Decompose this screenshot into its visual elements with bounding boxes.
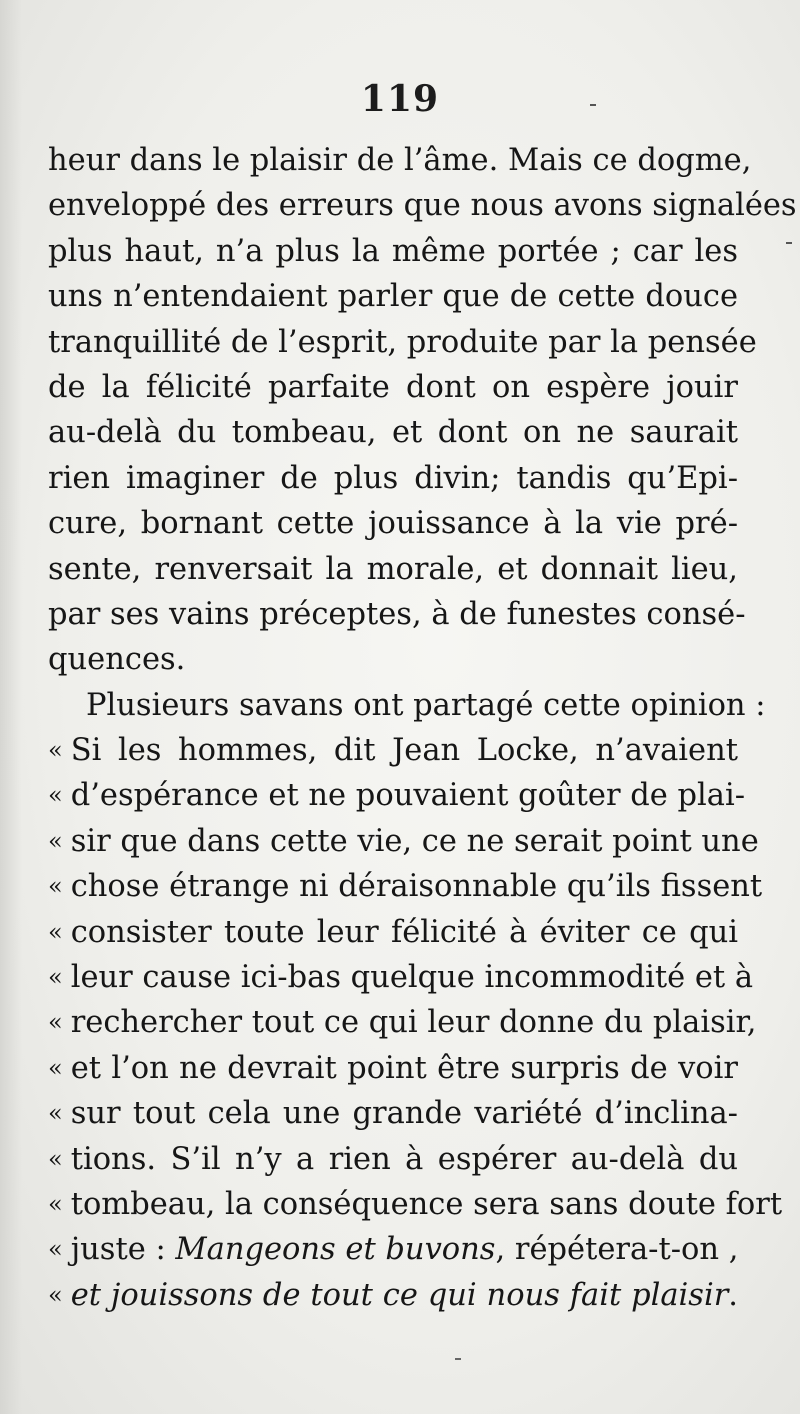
line-text: et l’on ne devrait point être surpris de voir: [70, 1050, 738, 1086]
text-line: [48, 138, 752, 183]
quote-mark: «: [48, 917, 63, 946]
italic-text: et jouissons de tout ce qui nous fait plaisir: [70, 1277, 729, 1313]
text-line: [48, 1137, 738, 1182]
line-text: plus haut, n’a plus la même portée ; car les: [48, 233, 738, 269]
print-speck: [786, 242, 792, 244]
line-text: chose étrange ni déraisonnable qu’ils fissent: [70, 869, 763, 905]
text-line: [48, 955, 754, 1000]
text-line: [48, 501, 738, 546]
line-text: par ses vains préceptes, à de funestes consé-: [48, 596, 746, 632]
line-text: sur tout cela une grande variété d’inclina-: [70, 1096, 738, 1132]
print-speck: [590, 104, 596, 106]
text-line: [48, 910, 738, 955]
text-line: [48, 1273, 738, 1318]
body-text: [48, 138, 797, 1318]
text-line: [48, 547, 738, 592]
line-text: d’espérance et ne pouvaient goûter de plai-: [70, 778, 746, 814]
line-text: consister toute leur félicité à éviter ce qui: [70, 914, 738, 950]
text-line: [48, 1000, 757, 1045]
page-gutter-shadow: [0, 0, 22, 1414]
text-line: [48, 773, 746, 818]
line-text: tranquillité de l’esprit, produite par la pensée: [48, 324, 757, 360]
text-line: [48, 183, 797, 228]
line-text: uns n’entendaient parler que de cette douce: [48, 279, 738, 315]
line-text: enveloppé des erreurs que nous avons signalées: [48, 188, 797, 224]
line-text: .: [728, 1277, 738, 1313]
quote-mark: «: [48, 1008, 63, 1037]
text-line: [48, 864, 763, 909]
line-text: tombeau, la conséquence sera sans doute fort: [70, 1186, 783, 1222]
italic-text: Mangeons et buvons: [175, 1232, 496, 1268]
quote-mark: «: [48, 736, 63, 765]
text-line: [48, 683, 766, 728]
text-line: [48, 1046, 738, 1091]
line-text: rechercher tout ce qui leur donne du plaisir,: [70, 1005, 757, 1041]
line-text: Si les hommes, dit Jean Locke, n’avaient: [70, 733, 738, 769]
text-line: [48, 1091, 738, 1136]
quote-mark: «: [48, 1053, 63, 1082]
quote-mark: «: [48, 1280, 63, 1309]
text-line: [48, 320, 757, 365]
print-speck: [455, 1358, 461, 1360]
line-text: , répétera-t-on ,: [495, 1232, 739, 1268]
quote-mark: «: [48, 872, 63, 901]
line-text: rien imaginer de plus divin; tandis qu’Epi-: [48, 460, 738, 496]
text-line: [48, 229, 738, 274]
quote-mark: «: [48, 781, 63, 810]
line-text: leur cause ici-bas quelque incommodité et à: [70, 960, 754, 996]
text-line: [48, 1182, 783, 1227]
line-text: quences.: [48, 642, 186, 678]
text-line: [48, 819, 759, 864]
line-text: juste :: [70, 1232, 176, 1268]
line-text: au-delà du tombeau, et dont on ne saurait: [48, 415, 738, 451]
text-line: [48, 592, 746, 637]
text-line: [48, 1227, 738, 1272]
quote-mark: «: [48, 1099, 63, 1128]
text-line: [48, 637, 738, 682]
text-line: [48, 728, 738, 773]
quote-mark: «: [48, 1144, 63, 1173]
text-line: [48, 365, 738, 410]
quote-mark: «: [48, 826, 63, 855]
line-text: tions. S’il n’y a rien à espérer au-delà du: [70, 1141, 738, 1177]
text-line: [48, 274, 738, 319]
line-text: heur dans le plaisir de l’âme. Mais ce dogme,: [48, 143, 752, 178]
text-line: [48, 410, 738, 455]
text-line: [48, 456, 738, 501]
line-text: cure, bornant cette jouissance à la vie pré-: [48, 506, 738, 542]
line-text: de la félicité parfaite dont on espère jouir: [48, 369, 738, 405]
page-number: 119: [360, 78, 440, 120]
line-text: Plusieurs savans ont partagé cette opinion :: [86, 687, 766, 723]
quote-mark: «: [48, 1189, 63, 1218]
line-text: sente, renversait la morale, et donnait lieu,: [48, 551, 738, 587]
quote-mark: «: [48, 1235, 63, 1264]
quote-mark: «: [48, 963, 63, 992]
line-text: sir que dans cette vie, ce ne serait point une: [70, 823, 759, 859]
